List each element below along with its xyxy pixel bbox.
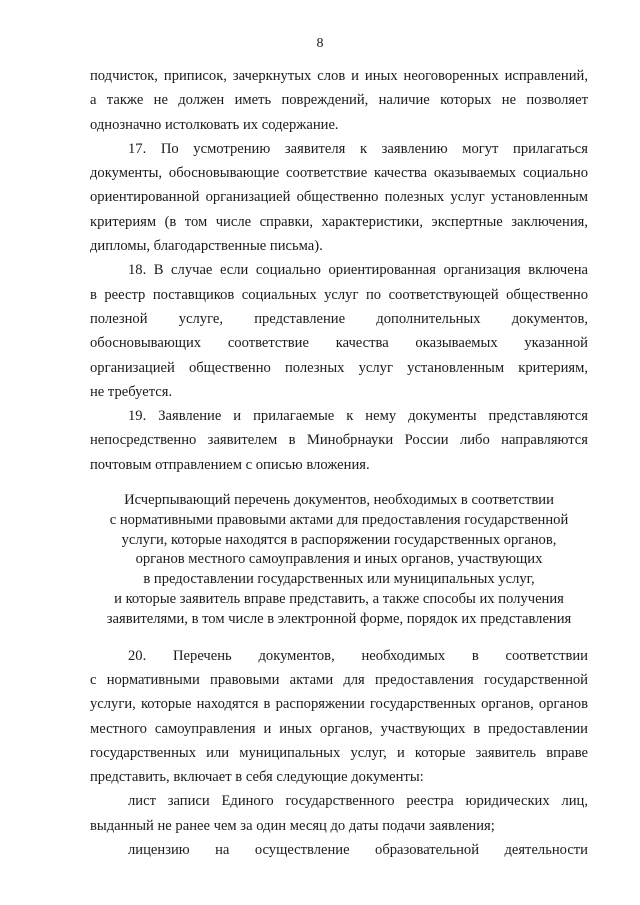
- text-line: обосновывающих соответствие качества оказываемых указанной: [90, 335, 588, 352]
- text-line: местного самоуправления и иных органов, участвующих в предоставлении: [90, 720, 588, 737]
- text-line: в реестр поставщиков социальных услуг по соответствующей общественно: [90, 286, 588, 303]
- document-body: [90, 64, 588, 862]
- text-line: 18. В случае если социально ориентированная организация включена: [128, 262, 588, 279]
- text-line: услуги, которые находятся в распоряжении государственных органов, органов: [90, 696, 588, 713]
- heading-line: органов местного самоуправления и иных органов, участвующих: [135, 551, 543, 568]
- paragraph-17: [90, 137, 588, 258]
- text-line: документы, обосновывающие соответствие качества оказываемых социально: [90, 165, 588, 182]
- text-line: непосредственно заявителем в Минобрнауки России либо направляются: [90, 432, 588, 449]
- text-line: представить, включает в себя следующие документы:: [90, 769, 424, 786]
- page-number: 8: [316, 36, 324, 51]
- text-line: лист записи Единого государственного реестра юридических лиц,: [128, 793, 588, 810]
- text-line: государственных или муниципальных услуг, и которые заявитель вправе: [90, 744, 588, 761]
- text-line: лицензию на осуществление образовательной деятельности: [128, 842, 588, 858]
- text-line: 17. По усмотрению заявителя к заявлению могут прилагаться: [128, 140, 588, 157]
- text-line: 20. Перечень документов, необходимых в соответствии: [128, 647, 588, 664]
- heading-line: и которые заявитель вправе представить, а также способы их получения: [114, 591, 564, 608]
- text-line: с нормативными правовыми актами для предоставления государственной: [90, 671, 588, 688]
- paragraph-19: [90, 404, 588, 477]
- text-line: выданный не ранее чем за один месяц до даты подачи заявления;: [90, 817, 495, 834]
- list-item-egrul: [90, 789, 588, 838]
- heading-line: в предоставлении государственных или муниципальных услуг,: [143, 571, 535, 588]
- text-line: организацией общественно полезных услуг установленным критериям,: [90, 359, 588, 376]
- text-line: однозначно истолковать их содержание.: [90, 116, 339, 133]
- heading-line: Исчерпывающий перечень документов, необходимых в соответствии: [124, 492, 554, 509]
- paragraph-18: [90, 258, 588, 404]
- heading-line: заявителями, в том числе в электронной форме, порядок их представления: [106, 610, 572, 627]
- text-line: 19. Заявление и прилагаемые к нему документы представляются: [128, 408, 588, 425]
- text-line: не требуется.: [90, 383, 173, 400]
- section-heading: [90, 491, 588, 630]
- text-line: полезной услуге, представление дополнительных документов,: [90, 310, 588, 327]
- text-line: почтовым отправлением с описью вложения.: [90, 456, 370, 473]
- heading-line: с нормативными правовыми актами для предоставления государственной: [109, 511, 569, 528]
- spacer: [90, 630, 588, 644]
- text-line: подчисток, приписок, зачеркнутых слов и иных неоговоренных исправлений,: [90, 68, 588, 84]
- paragraph-20: [90, 644, 588, 790]
- list-item-license: [90, 838, 588, 862]
- text-line: критериям (в том числе справки, характеристики, экспертные заключения,: [90, 213, 588, 230]
- text-line: ориентированной организацией общественно полезных услуг установленным: [90, 189, 588, 206]
- spacer: [90, 477, 588, 491]
- paragraph-continuation: [90, 64, 588, 137]
- heading-line: услуги, которые находятся в распоряжении государственных органов,: [121, 531, 557, 548]
- text-line: а также не должен иметь повреждений, наличие которых не позволяет: [90, 92, 588, 109]
- text-line: дипломы, благодарственные письма).: [90, 238, 323, 255]
